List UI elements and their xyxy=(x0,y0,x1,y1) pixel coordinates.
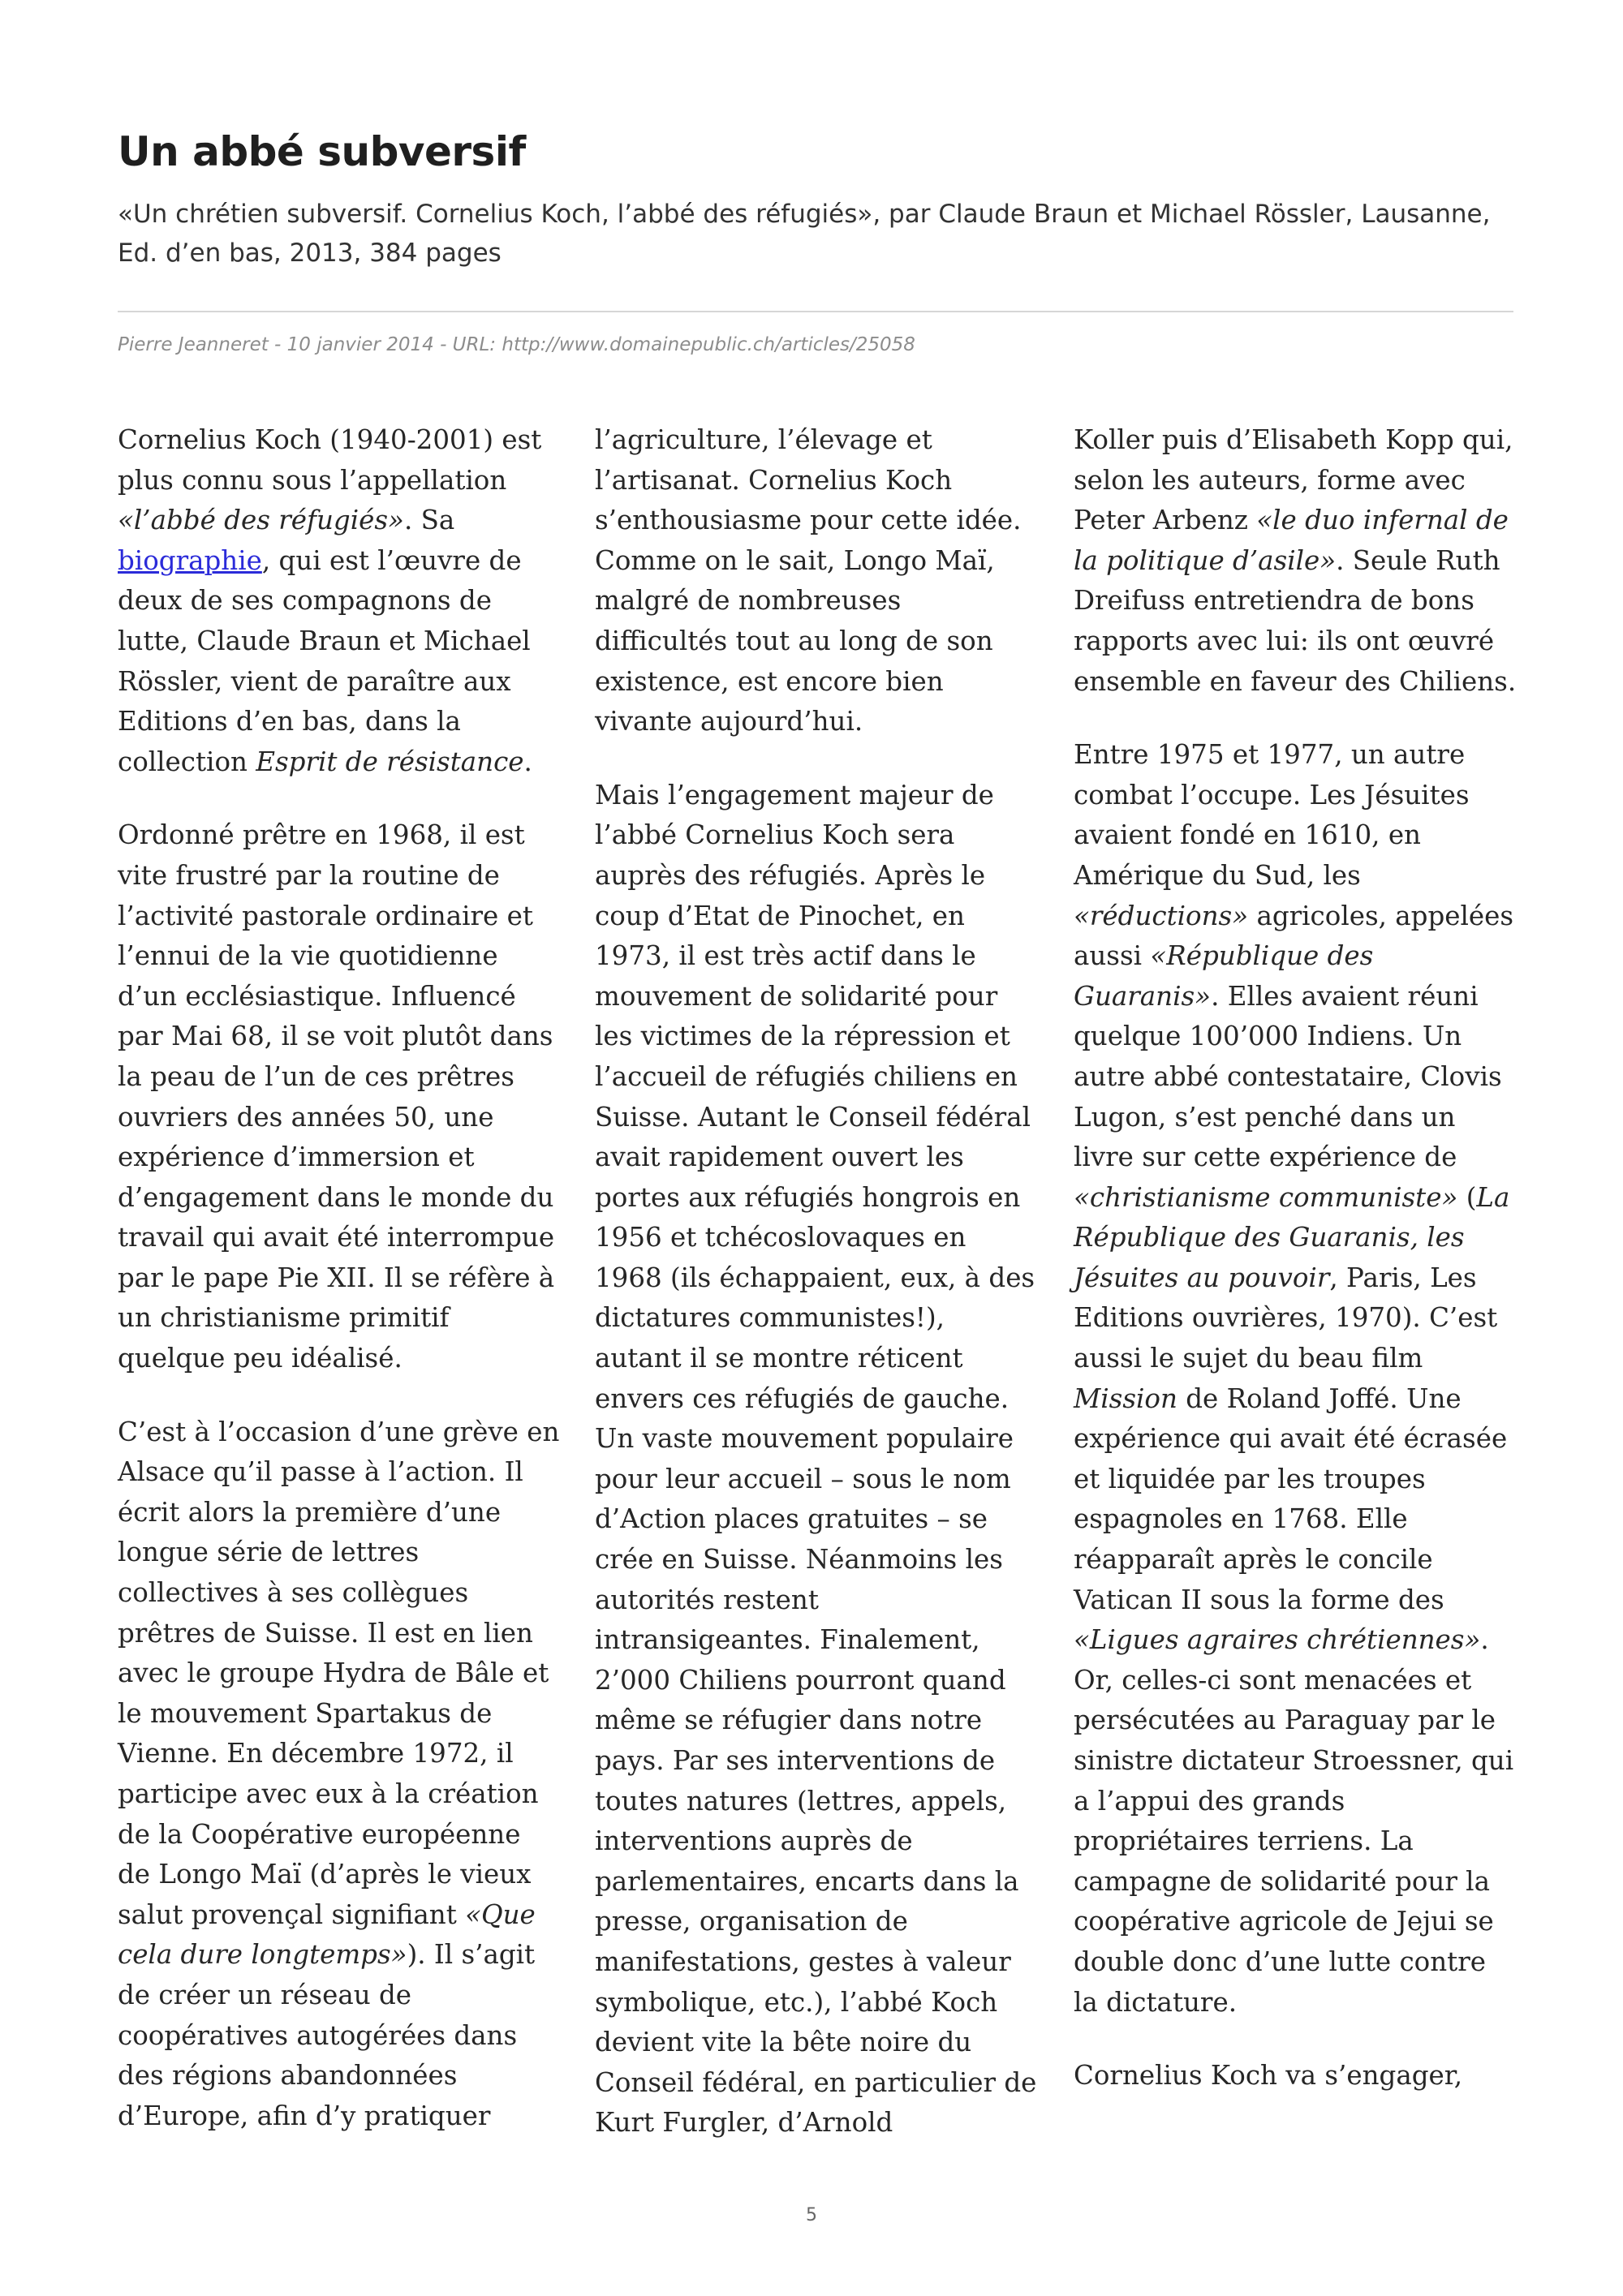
quote-text: «l’abbé des réfugiés» xyxy=(118,505,404,536)
paragraph: Ordonné prêtre en 1968, il est vite frustré par la routine de l’activité pastorale ordinaire et l’ennui de la vie quotidienne d’un ecclésiastique. Influencé par Mai 68, il se voit plutôt dans la peau de l’un de ces prêtres ouvriers des années 50, une expérience d’immersion et d’engagement dans le monde du travail qui avait été interrompue par le pape Pie XII. Il se réfère à un christianisme primitif quelque peu idéalisé. xyxy=(118,819,555,1374)
text-column-2 xyxy=(595,420,1040,2177)
collection-name: Esprit de résistance xyxy=(256,746,524,777)
text-run: . Seule Ruth Dreifuss entretiendra de bons rapports avec lui: ils ont œuvré ensemble en faveur des Chiliens. xyxy=(1074,544,1517,697)
text-run: . Or, celles-ci sont menacées et persécutées au Paraguay par le sinistre dictateur Stroessner, qui a l’appui des grands propriétaires terriens. La campagne de solidarité pour la coopérative agricole de Jejui se double donc d’une lutte contre la dictature. xyxy=(1074,1624,1514,2018)
header-divider xyxy=(118,311,1513,312)
paragraph xyxy=(1074,420,1518,702)
text-run: Cornelius Koch (1940-2001) est plus connu sous l’appellation xyxy=(118,424,542,496)
article-subtitle: «Un chrétien subversif. Cornelius Koch, l’abbé des réfugiés», par Claude Braun et Michael Rössler, Lausanne, Ed. d’en bas, 2013, 384 pages xyxy=(118,200,1491,268)
text-run: agricoles, appelées aussi xyxy=(1074,900,1514,972)
paragraph: l’agriculture, l’élevage et l’artisanat. Cornelius Koch s’enthousiasme pour cette idée. Comme on le sait, Longo Maï, malgré de nombreuses difficultés tout au long de son existence, est encore bien vivante aujourd’hui. xyxy=(595,424,1022,737)
paragraph: Mais l’engagement majeur de l’abbé Cornelius Koch sera auprès des réfugiés. Après le coup d’Etat de Pinochet, en 1973, il est très actif dans le mouvement de solidarité pour les victimes de la répression et l’accueil de réfugiés chiliens en Suisse. Autant le Conseil fédéral avait rapidement ouvert les portes aux réfugiés hongrois en 1956 et tchécoslovaques en 1968 (ils échappaient, eux, à des dictatures communistes!), autant il se montre réticent envers ces réfugiés de gauche. Un vaste mouvement populaire pour leur accueil – sous le nom d’Action places gratuites – se crée en Suisse. Néanmoins les autorités restent intransigeantes. Finalement, 2’000 Chiliens pourront quand même se réfugier dans notre pays. Par ses interventions de toutes natures (lettres, appels, interventions auprès de parlementaires, encarts dans la presse, organisation de manifestations, gestes à valeur symbolique, etc.), l’abbé Koch devient vite la bête noire du Conseil fédéral, en particulier de Kurt Furgler, d’Arnold xyxy=(595,779,1037,2139)
text-run: de Roland Joffé. Une expérience qui avait été écrasée et liquidée par les troupes espagnoles en 1768. Elle réapparaît après le concile Vatican II sous la forme des xyxy=(1074,1382,1508,1615)
biographie-link[interactable]: biographie xyxy=(118,544,262,576)
text-run: C’est à l’occasion d’une grève en Alsace qu’il passe à l’action. Il écrit alors la première d’une longue série de lettres collectives à ses collègues prêtres de Suisse. Il est en lien avec le groupe Hydra de Bâle et le mouvement Spartakus de Vienne. En décembre 1972, il participe avec eux à la création de la Coopérative européenne de Longo Maï (d’après le vieux salut provençal signifiant xyxy=(118,1416,560,1930)
paragraph xyxy=(118,420,560,782)
quote-text: «le duo infernal de la politique d’asile» xyxy=(1074,505,1509,576)
text-run: . Sa xyxy=(403,505,455,536)
text-run: , qui est l’œuvre de deux de ses compagnons de lutte, Claude Braun et Michael Rössler, vient de paraître aux Editions d’en bas, dans la collection xyxy=(118,544,531,777)
text-column-3 xyxy=(1074,420,1518,2130)
text-run: Koller puis d’Elisabeth Kopp qui, selon les auteurs, forme avec Peter Arbenz xyxy=(1074,424,1513,536)
text-run: . xyxy=(523,746,532,777)
text-column-1 xyxy=(118,420,560,2169)
paragraph xyxy=(118,1412,560,2137)
film-title: Mission xyxy=(1074,1382,1177,1414)
article-meta: Pierre Jeanneret - 10 janvier 2014 - URL: http://www.domainepublic.ch/articles/25058 xyxy=(118,334,915,355)
article-title: Un abbé subversif xyxy=(118,128,526,175)
page-number: 5 xyxy=(806,2205,817,2225)
quote-text: «Ligues agraires chrétiennes» xyxy=(1074,1624,1481,1656)
quote-text: «réductions» xyxy=(1074,900,1249,931)
text-run: . Elles avaient réuni quelque 100’000 Indiens. Un autre abbé contestataire, Clovis Lugon, s’est penché dans un livre sur cette expérience de xyxy=(1074,980,1502,1173)
paragraph: Cornelius Koch va s’engager, xyxy=(1074,2060,1463,2092)
quote-text: «Que cela dure longtemps» xyxy=(118,1898,536,1971)
paragraph xyxy=(1074,735,1518,2023)
quote-text: «République des Guaranis» xyxy=(1074,940,1374,1012)
text-run: Entre 1975 et 1977, un autre combat l’occupe. Les Jésuites avaient fondé en 1610, en Amérique du Sud, les xyxy=(1074,739,1470,891)
quote-text: «christianisme communiste» xyxy=(1074,1181,1458,1213)
text-run: , Paris, Les Editions ouvrières, 1970). C’est aussi le sujet du beau film xyxy=(1074,1262,1498,1374)
text-run: ). Il s’agit de créer un réseau de coopératives autogérées dans des régions abandonnées d’Europe, afin d’y pratiquer xyxy=(118,1939,536,2131)
book-title: La République des Guaranis, les Jésuites au pouvoir xyxy=(1074,1181,1510,1293)
text-run: ( xyxy=(1457,1181,1477,1213)
